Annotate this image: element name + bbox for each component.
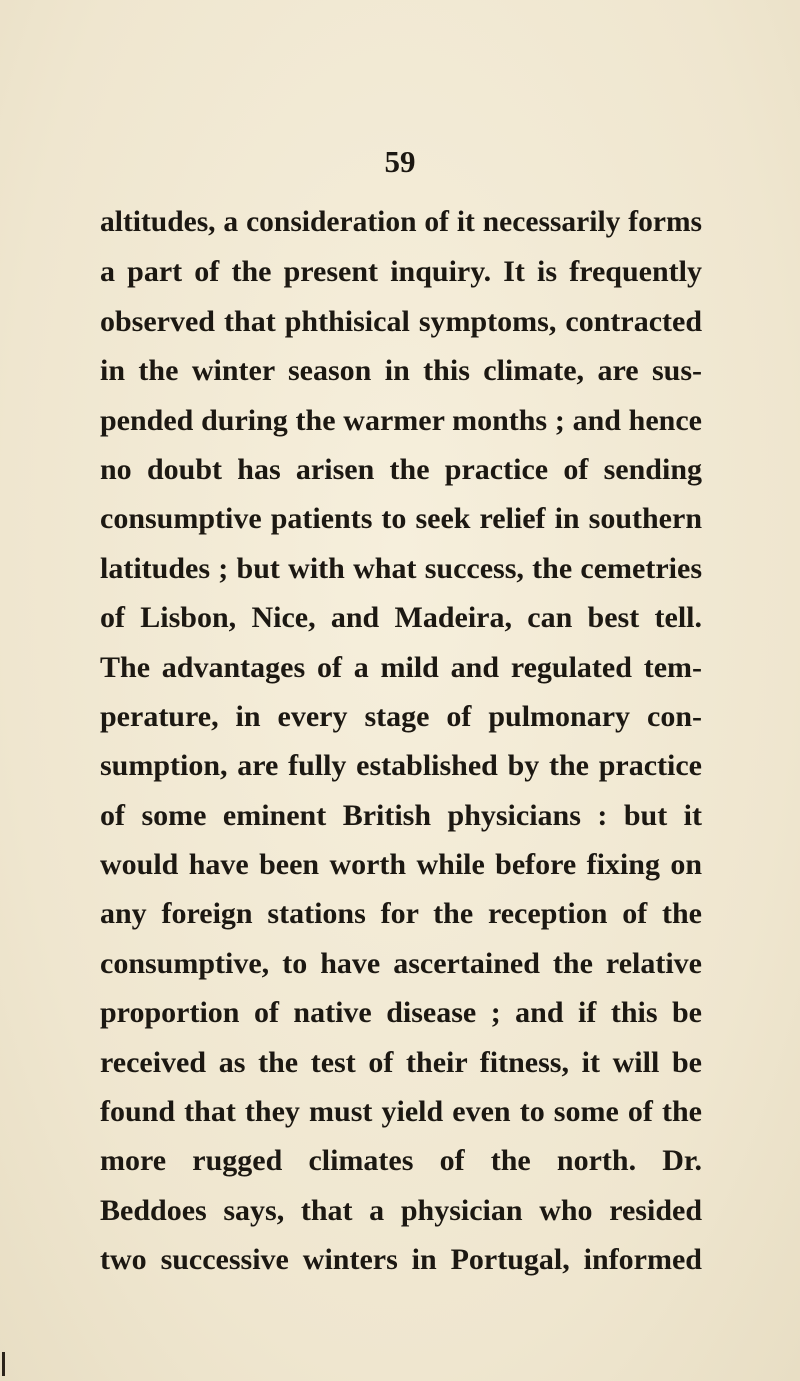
text-line-9: of Lisbon, Nice, and Madeira, can best tell. [100, 601, 702, 635]
text-line-11: perature, in every stage of pulmonary con- [100, 699, 702, 733]
text-line-12: sumption, are fully established by the practice [100, 749, 702, 783]
text-line-2: a part of the present inquiry. It is frequently [100, 255, 702, 289]
text-line-21: Beddoes says, that a physician who resided [100, 1193, 702, 1227]
text-line-17: proportion of native disease ; and if this be [100, 996, 702, 1030]
page-number: 59 [384, 144, 416, 179]
scan-edge-mark [2, 1352, 5, 1376]
text-line-13: of some eminent British physicians : but it [100, 798, 702, 832]
text-line-10: The advantages of a mild and regulated tem- [100, 650, 702, 684]
text-line-6: no doubt has arisen the practice of sending [100, 452, 702, 486]
text-line-18: received as the test of their fitness, it will be [100, 1045, 702, 1079]
text-line-15: any foreign stations for the reception of the [100, 897, 702, 931]
text-line-3: observed that phthisical symptoms, contracted [100, 304, 702, 338]
text-line-5: pended during the warmer months ; and hence [100, 403, 702, 437]
text-line-1: altitudes, a consideration of it necessarily forms [100, 206, 702, 238]
text-line-19: found that they must yield even to some of the [100, 1095, 702, 1129]
text-line-7: consumptive patients to seek relief in southern [100, 502, 702, 536]
text-line-16: consumptive, to have ascertained the relative [100, 946, 702, 980]
text-line-20: more rugged climates of the north. Dr. [100, 1144, 702, 1178]
text-line-22: two successive winters in Portugal, informed [100, 1243, 702, 1277]
text-line-14: would have been worth while before fixing on [100, 848, 702, 882]
body-text [100, 198, 702, 1285]
text-line-8: latitudes ; but with what success, the cemetries [100, 551, 702, 585]
text-line-4: in the winter season in this climate, are sus- [100, 354, 702, 388]
